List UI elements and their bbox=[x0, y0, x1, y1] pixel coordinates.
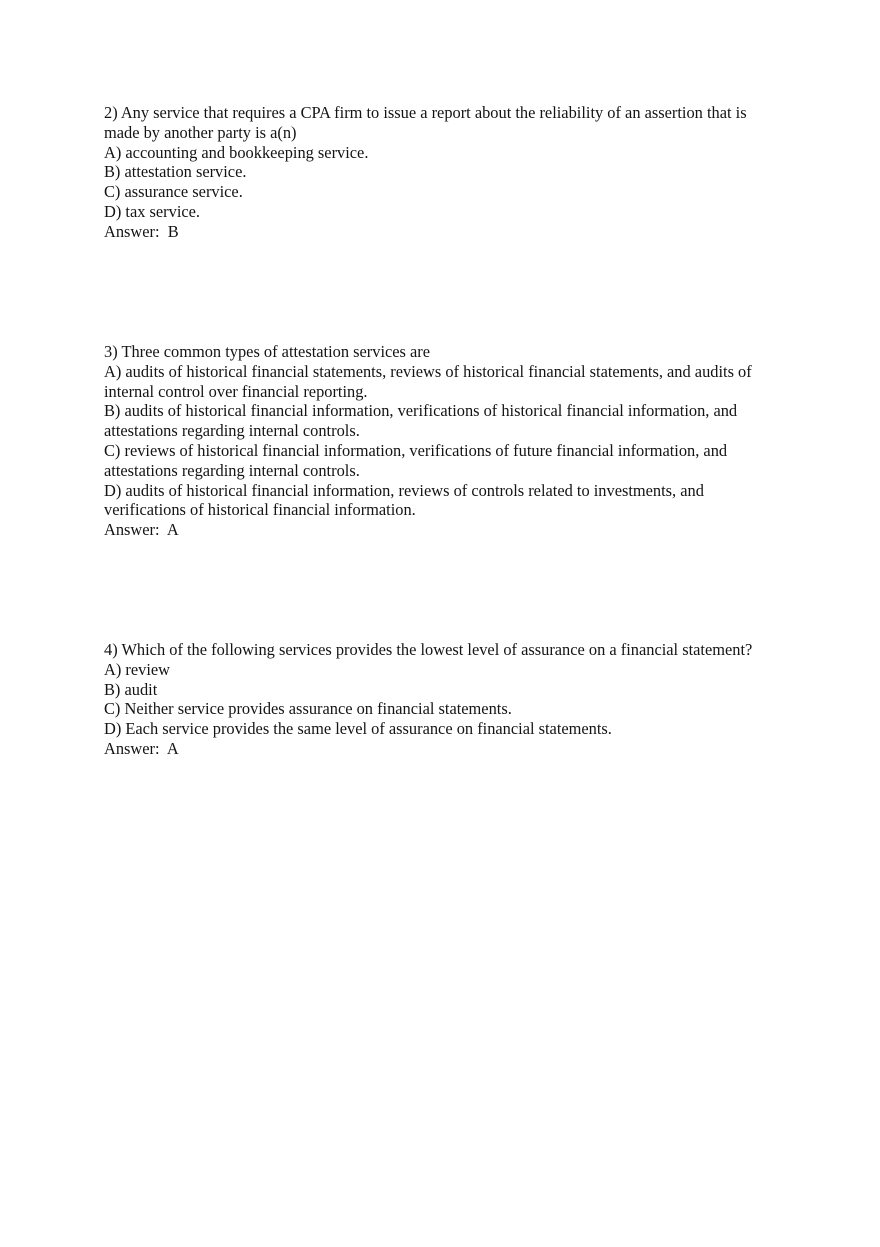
option-b: B) attestation service. bbox=[104, 162, 247, 182]
option-d: D) Each service provides the same level of assurance on financial statements. bbox=[104, 719, 612, 739]
question-2 bbox=[104, 103, 784, 242]
option-b: B) audits of historical financial information, verifications of historical financial information, and attestations regarding internal controls. bbox=[104, 401, 742, 441]
option-a: A) audits of historical financial statements, reviews of historical financial statements, and audits of internal control over financial reporting. bbox=[104, 361, 756, 401]
option-a: A) review bbox=[104, 659, 170, 679]
answer: Answer: B bbox=[104, 221, 179, 241]
option-c: C) assurance service. bbox=[104, 182, 243, 202]
option-d: D) audits of historical financial information, reviews of controls related to investments, and verifications of historical financial information. bbox=[104, 480, 709, 520]
option-c: C) reviews of historical financial information, verifications of future financial information, and attestations regarding internal controls. bbox=[104, 440, 732, 480]
option-d: D) tax service. bbox=[104, 201, 201, 221]
question-stem: 3) Three common types of attestation services are bbox=[104, 342, 431, 361]
option-a: A) accounting and bookkeeping service. bbox=[104, 142, 369, 162]
question-stem: 2) Any service that requires a CPA firm to issue a report about the reliability of an assertion that is made by another party is a(n) bbox=[104, 103, 751, 142]
question-3 bbox=[104, 342, 784, 540]
answer: Answer: A bbox=[104, 738, 179, 758]
option-c: C) Neither service provides assurance on financial statements. bbox=[104, 699, 512, 719]
answer: Answer: A bbox=[104, 520, 179, 540]
option-b: B) audit bbox=[104, 679, 158, 699]
question-stem: 4) Which of the following services provides the lowest level of assurance on a financial statement? bbox=[104, 640, 753, 659]
question-4 bbox=[104, 640, 784, 759]
